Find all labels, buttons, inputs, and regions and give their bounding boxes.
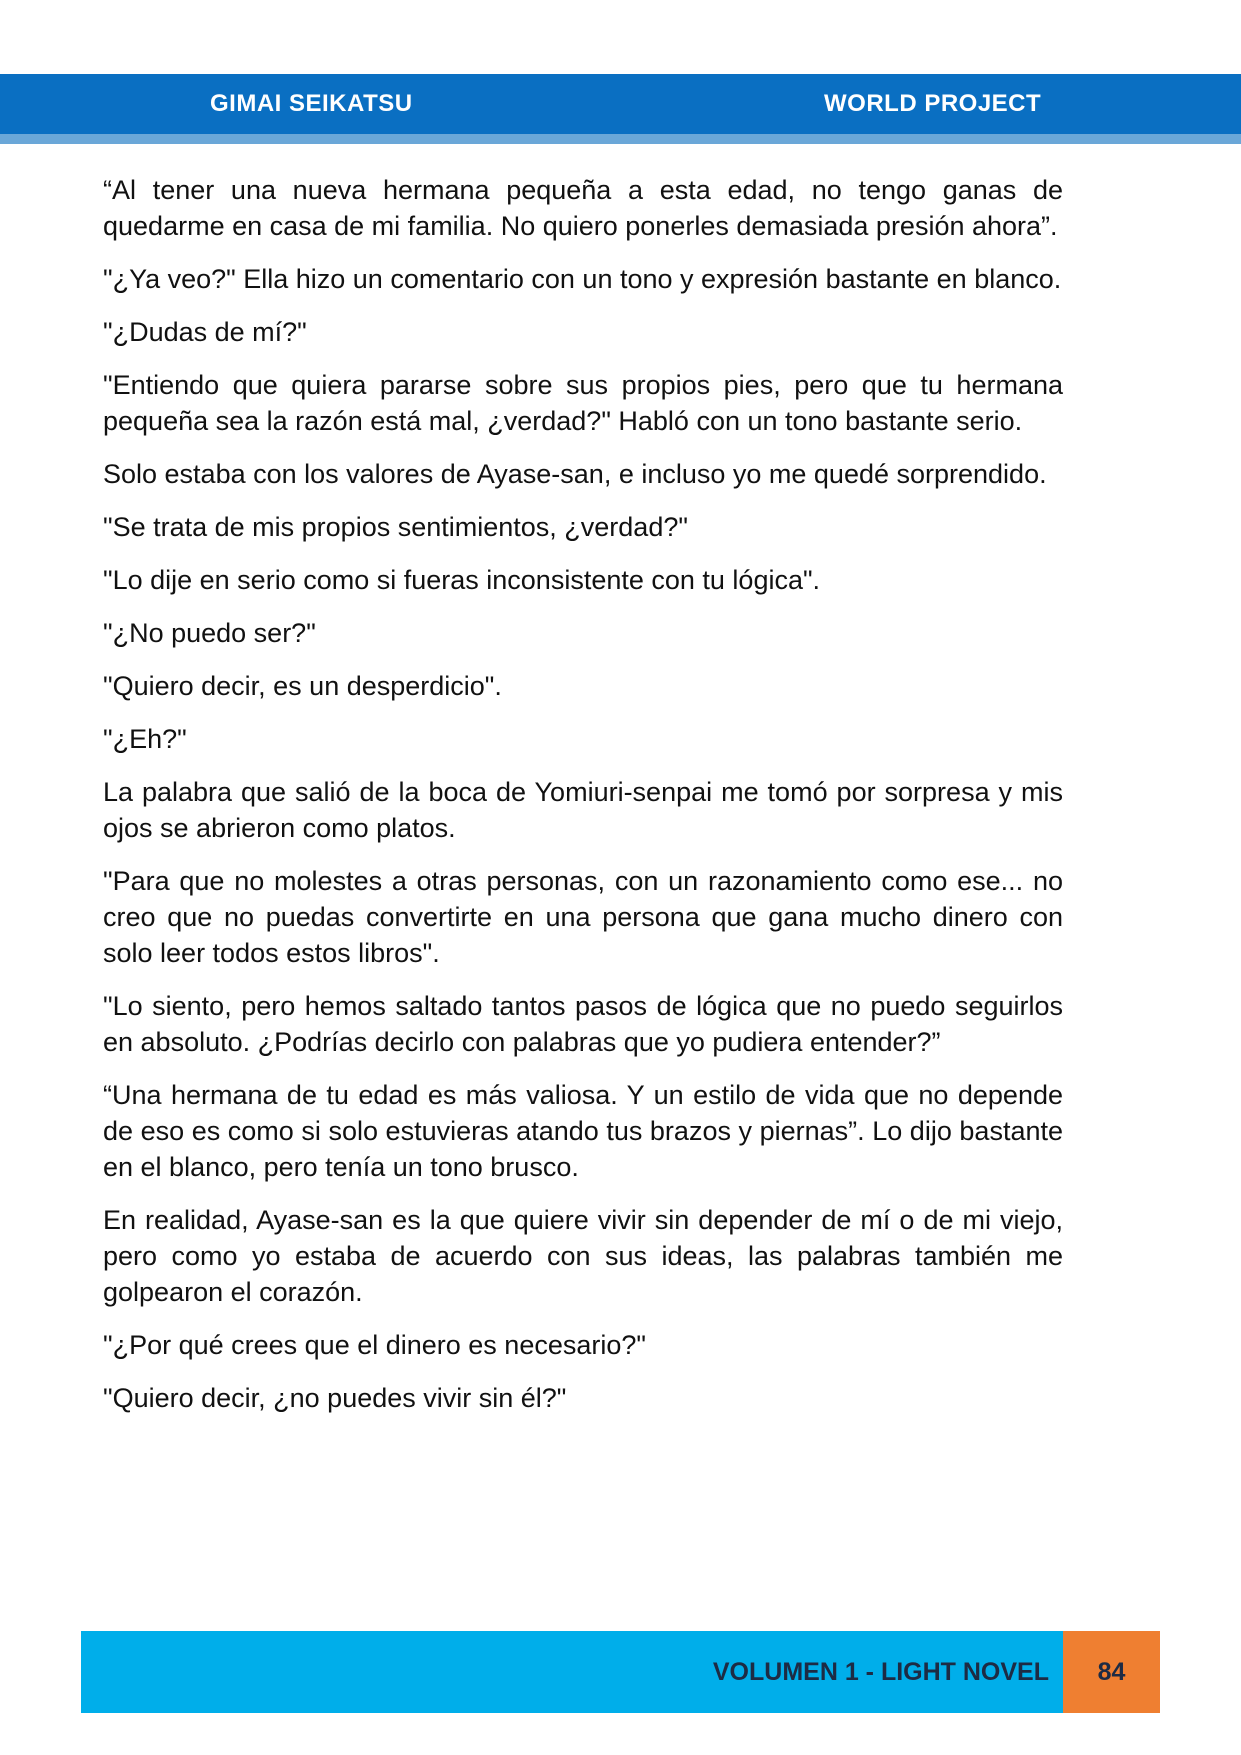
header-stripe: [0, 134, 1241, 144]
paragraph: "Entiendo que quiera pararse sobre sus propios pies, pero que tu hermana pequeña sea la razón está mal, ¿verdad?" Habló con un tono bastante serio.: [103, 370, 1063, 436]
paragraph: "¿Eh?": [103, 724, 187, 754]
paragraph: "¿Por qué crees que el dinero es necesario?": [103, 1330, 646, 1360]
paragraph: "¿Ya veo?" Ella hizo un comentario con un tono y expresión bastante en blanco.: [103, 264, 1062, 294]
header-bar: [0, 74, 1241, 134]
paragraph: "Quiero decir, ¿no puedes vivir sin él?": [103, 1383, 567, 1413]
paragraph: "¿Dudas de mí?": [103, 317, 307, 347]
header-series-title: GIMAI SEIKATSU: [210, 90, 413, 117]
paragraph: "Quiero decir, es un desperdicio".: [103, 671, 502, 701]
paragraph: "¿No puedo ser?": [103, 618, 316, 648]
footer-bar: [81, 1631, 1063, 1713]
page-body: [103, 172, 1063, 1433]
page-number: 84: [1063, 1631, 1160, 1713]
paragraph: "Lo siento, pero hemos saltado tantos pasos de lógica que no puedo seguirlos en absoluto. ¿Podrías decirlo con palabras que yo pudiera entender?”: [103, 991, 1063, 1057]
paragraph: "Para que no molestes a otras personas, con un razonamiento como ese... no creo que no puedas convertirte en una persona que gana mucho dinero con solo leer todos estos libros".: [103, 866, 1063, 968]
paragraph: "Lo dije en serio como si fueras inconsistente con tu lógica".: [103, 565, 821, 595]
paragraph: Solo estaba con los valores de Ayase-san, e incluso yo me quedé sorprendido.: [103, 459, 1047, 489]
paragraph: "Se trata de mis propios sentimientos, ¿verdad?": [103, 512, 688, 542]
footer-volume-label: VOLUMEN 1 - LIGHT NOVEL: [712, 1658, 1049, 1686]
header-group-title: WORLD PROJECT: [824, 90, 1042, 117]
paragraph: En realidad, Ayase-san es la que quiere vivir sin depender de mí o de mi viejo, pero como yo estaba de acuerdo con sus ideas, las palabras también me golpearon el corazón.: [103, 1205, 1063, 1307]
paragraph: “Al tener una nueva hermana pequeña a esta edad, no tengo ganas de quedarme en casa de mi familia. No quiero ponerles demasiada presión ahora”.: [103, 175, 1063, 241]
paragraph: “Una hermana de tu edad es más valiosa. Y un estilo de vida que no depende de eso es como si solo estuvieras atando tus brazos y piernas”. Lo dijo bastante en el blanco, pero tenía un tono brusco.: [103, 1080, 1063, 1182]
paragraph: La palabra que salió de la boca de Yomiuri-senpai me tomó por sorpresa y mis ojos se abrieron como platos.: [103, 777, 1063, 843]
